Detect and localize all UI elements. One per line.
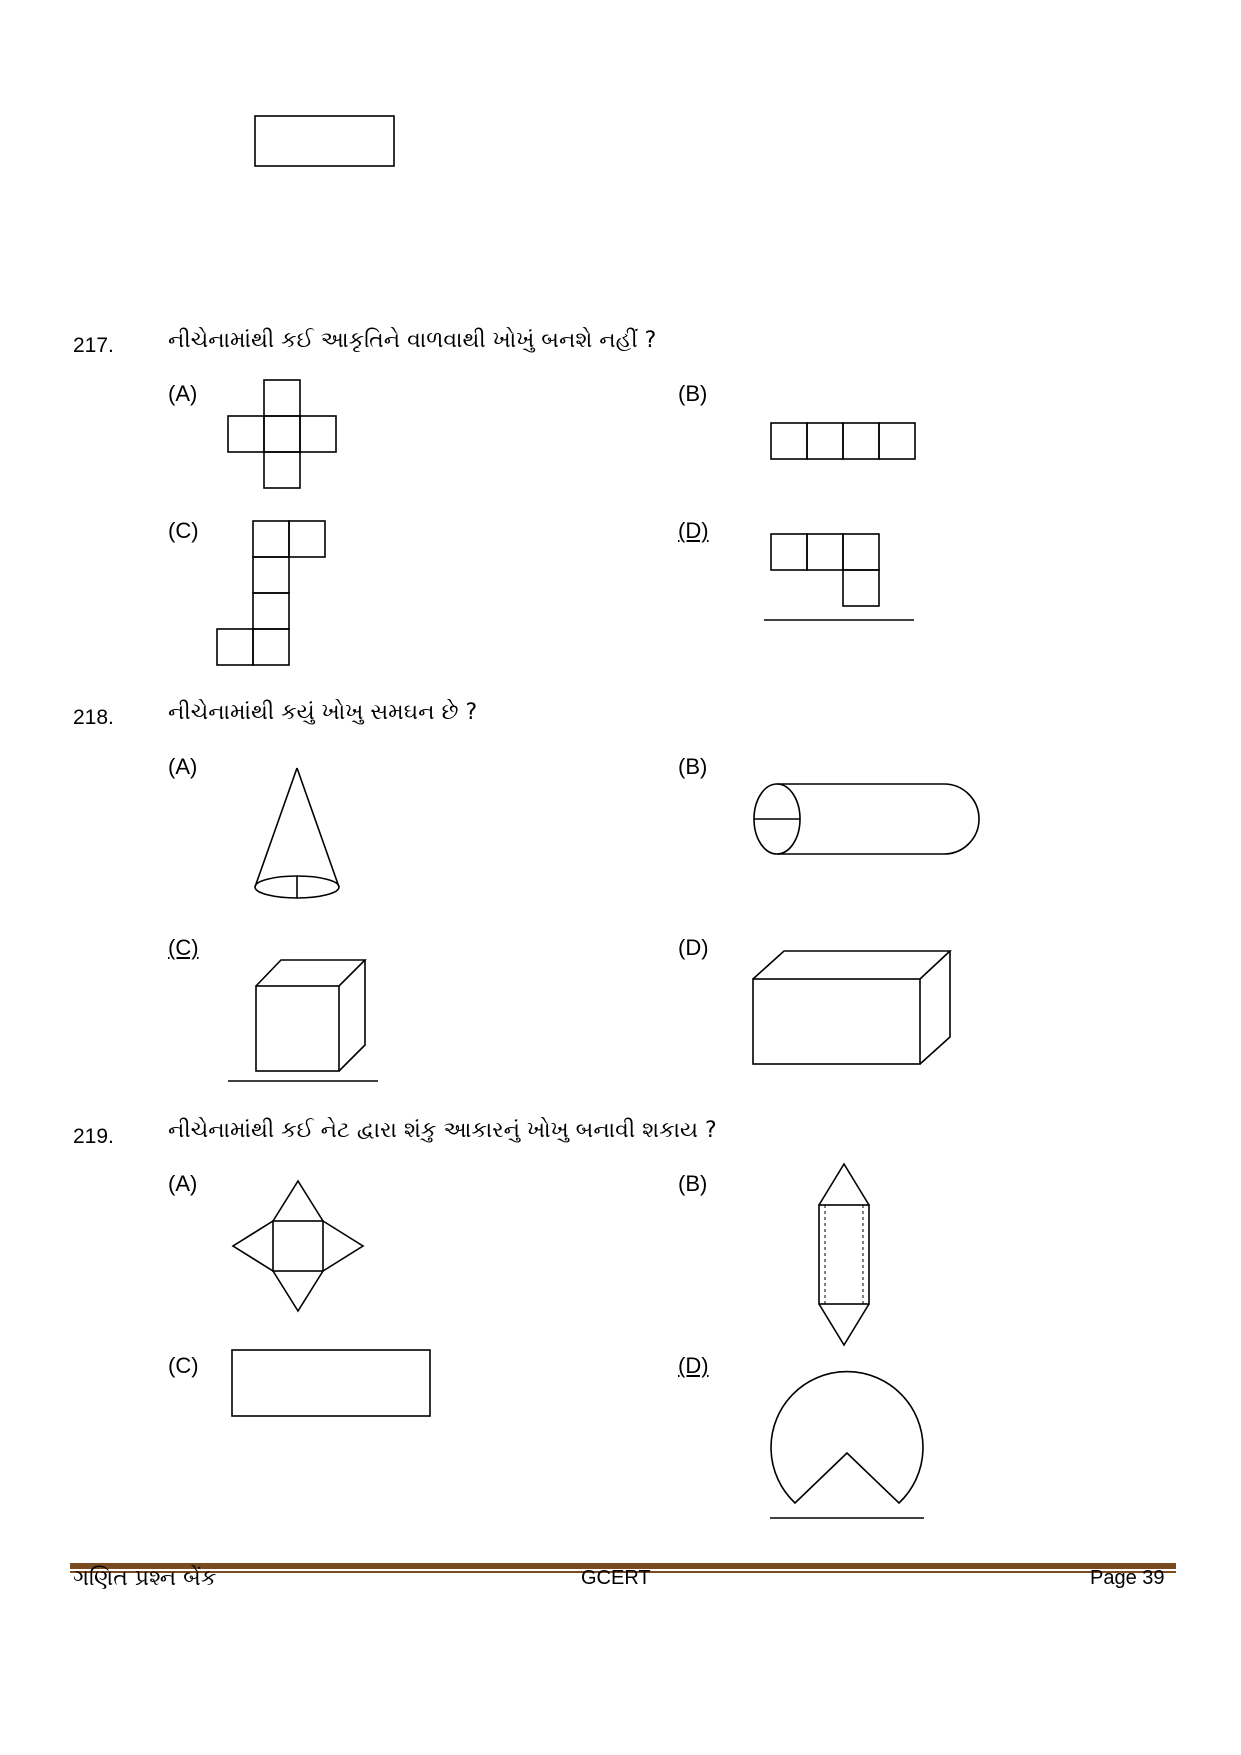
option-label: (C) xyxy=(168,1353,199,1378)
option-label: (B) xyxy=(678,381,708,406)
footer-publisher: GCERT xyxy=(581,1567,651,1589)
question-text: નીચેનામાંથી કઈ આકૃતિને વાળવાથી ખોખું બનશે નહીં ? xyxy=(168,328,657,353)
option-label: (D) xyxy=(678,935,709,960)
question-text: નીચેનામાંથી કઈ નેટ દ્વારા શંકુ આકારનું ખોખુ બનાવી શકાય ? xyxy=(168,1118,717,1143)
option-label: (C) xyxy=(168,518,199,543)
question-number: 218. xyxy=(73,706,114,729)
option-label: (B) xyxy=(678,754,708,779)
option-label: (B) xyxy=(678,1171,708,1196)
footer-title: ગણિત પ્રશ્ન બેંક xyxy=(73,1566,217,1591)
option-label: (A) xyxy=(168,754,198,779)
page-number: Page 39 xyxy=(1090,1567,1165,1589)
question-text: નીચેનામાંથી કયું ખોખુ સમઘન છે ? xyxy=(168,700,478,725)
option-label: (A) xyxy=(168,381,198,406)
option-label-answer: (D) xyxy=(678,518,709,543)
option-label-answer: (D) xyxy=(678,1353,709,1378)
question-number: 217. xyxy=(73,334,114,357)
option-label-answer: (C) xyxy=(168,935,199,960)
option-label: (A) xyxy=(168,1171,198,1196)
question-number: 219. xyxy=(73,1125,114,1148)
